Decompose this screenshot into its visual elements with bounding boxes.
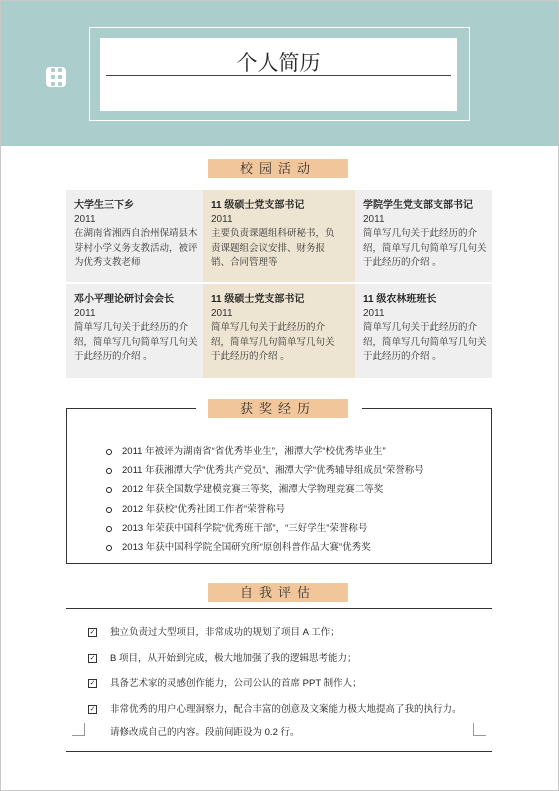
list-item: [88, 671, 462, 697]
section-label-evaluation: 自我评估: [208, 583, 348, 602]
list-item: [88, 646, 462, 672]
section-label-campus: 校园活动: [208, 159, 348, 178]
evaluation-list: [88, 620, 462, 722]
cell-year: 2011: [211, 214, 233, 225]
bullet-icon: [106, 449, 112, 455]
title-box: [100, 38, 457, 111]
drag-handle-icon[interactable]: [46, 67, 66, 87]
cell-year: 2011: [363, 308, 385, 319]
evaluation-text: B 项目，从开始到完成，极大地加强了我的逻辑思考能力；: [110, 652, 357, 664]
cell-desc: 在湖南省湘西自治州保靖县木芽村小学义务支教活动，被评为优秀支教老师: [74, 228, 198, 268]
award-text: 2012 年获校“优秀社团工作者”荣誉称号: [122, 503, 286, 515]
campus-cell: [355, 190, 492, 282]
cell-desc: 主要负责课题组科研秘书，负责课题组会议安排、财务报销、合同管理等: [211, 228, 335, 268]
divider: [66, 608, 492, 609]
divider: [66, 751, 492, 752]
cell-year: 2011: [74, 214, 96, 225]
checkbox-icon: ✓: [89, 680, 96, 688]
cell-title: 11 级硕士党支部书记: [211, 294, 305, 305]
section-label-awards: 获奖经历: [208, 399, 348, 418]
award-text: 2013 年获中国科学院全国研究所“原创科普作品大赛”优秀奖: [122, 542, 371, 554]
evaluation-text: 非常优秀的用户心理洞察力，配合丰富的创意及文案能力极大地提高了我的执行力。: [110, 703, 462, 715]
bullet-icon: [106, 507, 112, 513]
cell-desc: 简单写几句关于此经历的介绍，简单写几句简单写几句关于此经历的介绍 。: [211, 322, 335, 362]
campus-cell: [66, 190, 203, 282]
evaluation-text: 具备艺术家的灵感创作能力，公司公认的首席 PPT 制作人；: [110, 678, 362, 690]
cell-title: 学院学生党支部支部书记: [363, 200, 473, 211]
award-text: 2013 年荣获中国科学院“优秀班干部”，“三好学生”荣誉称号: [122, 522, 368, 534]
bullet-icon: [106, 545, 112, 551]
evaluation-text: 独立负责过大型项目，非常成功的规划了项目 A 工作；: [110, 627, 340, 638]
list-item: [106, 442, 424, 461]
campus-cell: [355, 284, 492, 378]
award-text: 2011 年获湘潭大学“优秀共产党员”、湘潭大学“优秀辅导组成员”荣誉称号: [122, 465, 424, 477]
list-item: [106, 519, 424, 538]
list-item: [106, 538, 424, 557]
campus-grid: [66, 190, 492, 378]
cell-title: 11 级硕士党支部书记: [211, 200, 305, 211]
list-item: [106, 480, 424, 499]
page-title: 个人简历: [236, 51, 321, 75]
list-item: [88, 697, 462, 723]
awards-list: [106, 442, 424, 557]
cell-year: 2011: [211, 308, 233, 319]
cell-desc: 简单写几句关于此经历的介绍，简单写几句简单写几句关于此经历的介绍 。: [363, 322, 487, 362]
list-item: [106, 461, 424, 480]
list-item: [106, 500, 424, 519]
campus-cell: [203, 190, 355, 282]
cell-title: 邓小平理论研讨会会长: [74, 294, 174, 305]
cell-year: 2011: [363, 214, 385, 225]
title-underline: [106, 75, 451, 76]
bullet-icon: [106, 468, 112, 474]
margin-corner-mark: [72, 723, 85, 736]
award-text: 2011 年被评为湖南省“省优秀毕业生”，湘潭大学“校优秀毕业生”: [122, 446, 386, 457]
margin-corner-mark: [473, 723, 486, 736]
checkbox-icon: ✓: [89, 654, 96, 662]
evaluation-note: 请修改成自己的内容。段前间距设为 0.2 行。: [110, 727, 300, 738]
cell-year: 2011: [74, 308, 96, 319]
checkbox-icon: ✓: [89, 705, 96, 713]
bullet-icon: [106, 487, 112, 493]
checkbox-icon: ✓: [89, 629, 96, 636]
list-item: [88, 620, 462, 646]
cell-title: 大学生三下乡: [74, 200, 134, 211]
award-text: 2012 年获全国数学建模竞赛三等奖，湘潭大学物理竞赛二等奖: [122, 484, 384, 496]
campus-cell: [66, 284, 203, 378]
campus-cell: [203, 284, 355, 378]
cell-title: 11 级农林班班长: [363, 294, 437, 305]
cell-desc: 简单写几句关于此经历的介绍，简单写几句简单写几句关于此经历的介绍 。: [74, 322, 198, 362]
bullet-icon: [106, 526, 112, 532]
cell-desc: 简单写几句关于此经历的介绍，简单写几句简单写几句关于此经历的介绍 。: [363, 228, 487, 268]
